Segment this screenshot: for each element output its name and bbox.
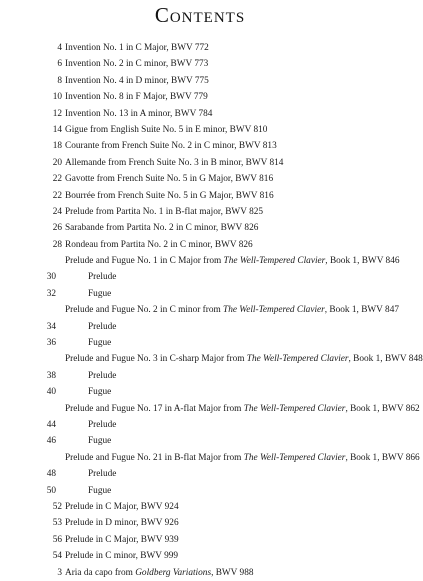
toc-entry-title — [88, 483, 111, 499]
toc-entry-title — [88, 417, 116, 433]
toc-group-heading — [0, 401, 420, 417]
toc-sub-entry — [0, 319, 400, 335]
toc-entry-title — [88, 384, 111, 400]
toc-entry — [0, 532, 400, 548]
toc-page-number: 53 — [52, 518, 62, 529]
toc-page-number: 6 — [57, 59, 62, 70]
toc-entry-title — [88, 269, 116, 285]
toc-group-heading — [0, 302, 400, 318]
toc-page-number: 3 — [57, 567, 62, 578]
toc-page-number: 48 — [46, 469, 56, 480]
toc-page-number: 44 — [46, 419, 56, 430]
toc-sub-entry — [0, 335, 400, 351]
toc-entry-title — [65, 138, 277, 154]
toc-title-suffix: , BWV 988 — [211, 567, 254, 578]
toc-title-text: Bourrée from French Suite No. 5 in G Major, BWV 816 — [65, 190, 274, 201]
toc-sub-entry — [0, 483, 400, 499]
toc-entry-title — [65, 450, 420, 466]
toc-title-text: Gavotte from French Suite No. 5 in G Major, BWV 816 — [65, 174, 274, 185]
toc-page-number: 28 — [52, 239, 62, 250]
toc-title-text: Fugue — [88, 485, 112, 496]
toc-title-text: Prelude and Fugue No. 21 in B-flat Major from — [65, 452, 244, 463]
toc-entry-title — [65, 122, 267, 138]
toc-entry-title — [65, 155, 283, 171]
toc-entry-title — [65, 302, 399, 318]
toc-entry-title — [88, 335, 111, 351]
toc-title-text: Prelude — [88, 321, 117, 332]
toc-page-number: 22 — [52, 190, 62, 201]
toc-page-number: 22 — [52, 174, 62, 185]
toc-page-number: 26 — [52, 223, 62, 234]
toc-title-text: Courante from French Suite No. 2 in C minor, BWV 813 — [65, 141, 277, 152]
toc-page-number: 50 — [46, 485, 56, 496]
toc-entry-title — [65, 73, 209, 89]
toc-title-text: Sarabande from Partita No. 2 in C minor, BWV 826 — [65, 223, 259, 234]
toc-entry — [0, 220, 400, 236]
toc-title-text: Invention No. 13 in A minor, BWV 784 — [65, 108, 213, 119]
toc-sub-entry — [0, 286, 400, 302]
toc-sub-entry — [0, 417, 400, 433]
toc-entry — [0, 237, 400, 253]
toc-group-heading — [0, 450, 420, 466]
toc-work-title: The Well-Tempered Clavier — [243, 403, 346, 414]
toc-entry-title — [65, 548, 178, 564]
toc-page-number: 4 — [57, 43, 62, 53]
toc-sub-entry — [0, 368, 400, 384]
toc-title-text: Prelude in C Major, BWV 924 — [65, 501, 179, 512]
toc-entry — [0, 499, 400, 515]
toc-title-text: Allemande from French Suite No. 3 in B minor, BWV 814 — [65, 157, 284, 168]
toc-entry — [0, 89, 400, 105]
toc-page-number: 10 — [52, 92, 62, 103]
toc-entry-title — [65, 56, 208, 72]
toc-title-text: Aria da capo from — [65, 567, 136, 578]
toc-title-text: Fugue — [88, 288, 112, 299]
toc-page-number: 40 — [46, 387, 56, 398]
toc-page-number: 36 — [46, 338, 56, 349]
toc-entry — [0, 548, 400, 564]
toc-title-text: Fugue — [88, 338, 112, 349]
toc-work-title: The Well-Tempered Clavier — [223, 305, 325, 316]
toc-page-number: 12 — [52, 108, 62, 119]
toc-page-number: 18 — [52, 141, 62, 152]
toc-page-number: 24 — [52, 206, 62, 217]
toc-entry-title — [88, 466, 116, 482]
toc-title-text: Prelude — [88, 469, 117, 480]
toc-page-number: 14 — [52, 124, 62, 135]
toc-title-suffix: , Book 1, BWV 866 — [345, 452, 420, 463]
page-title: Contents — [154, 3, 246, 27]
toc-title-text: Prelude and Fugue No. 1 in C Major from — [65, 256, 224, 267]
toc-page-number: 30 — [46, 272, 56, 283]
toc-page-number: 38 — [46, 370, 56, 381]
toc-page-number: 52 — [52, 501, 62, 512]
toc-entry — [0, 204, 400, 220]
toc-entry-title — [65, 565, 254, 581]
toc-page-number: 8 — [57, 75, 62, 86]
toc-title-text: Invention No. 4 in D minor, BWV 775 — [65, 75, 209, 86]
toc-work-title: The Well-Tempered Clavier — [246, 354, 349, 365]
toc-sub-entry — [0, 269, 400, 285]
toc-entry-title — [65, 188, 274, 204]
toc-title-suffix: , Book 1, BWV 848 — [348, 354, 423, 365]
toc-title-text: Invention No. 2 in C minor, BWV 773 — [65, 59, 209, 70]
toc-entry-title — [88, 286, 111, 302]
toc-entry — [0, 188, 400, 204]
toc-title-text: Prelude — [88, 272, 117, 283]
toc-entry-title — [65, 40, 209, 56]
toc-title-text: Fugue — [88, 387, 112, 398]
toc-title-text: Prelude and Fugue No. 17 in A-flat Major from — [65, 403, 244, 414]
toc-entry-title — [65, 220, 258, 236]
toc-title-text: Prelude in C minor, BWV 999 — [65, 551, 179, 562]
toc-title-text: Invention No. 1 in C Major, BWV 772 — [65, 43, 209, 53]
toc-title-suffix: , Book 1, BWV 846 — [325, 256, 400, 267]
toc-work-title: Goldberg Variations — [135, 567, 212, 578]
toc-page-number: 56 — [52, 534, 62, 545]
toc-title-text: Prelude and Fugue No. 3 in C-sharp Major from — [65, 354, 247, 365]
toc-entry-title — [65, 89, 208, 105]
toc-page-number: 54 — [52, 551, 62, 562]
toc-entry-title — [88, 319, 116, 335]
toc-work-title: The Well-Tempered Clavier — [243, 452, 346, 463]
toc-entry-title — [65, 106, 212, 122]
toc-entry-title — [65, 532, 179, 548]
toc-sub-entry — [0, 384, 400, 400]
toc-group-heading — [0, 351, 423, 367]
toc-title-text: Prelude in D minor, BWV 926 — [65, 518, 179, 529]
contents-list — [0, 40, 423, 581]
toc-work-title: The Well-Tempered Clavier — [223, 256, 326, 267]
toc-title-suffix: , Book 1, BWV 862 — [345, 403, 420, 414]
toc-entry — [0, 155, 400, 171]
toc-entry-title — [65, 351, 423, 367]
toc-entry-title — [65, 401, 420, 417]
toc-entry — [0, 138, 400, 154]
toc-entry-title — [65, 237, 253, 253]
toc-entry-title — [65, 253, 400, 269]
toc-title-text: Prelude in C Major, BWV 939 — [65, 534, 179, 545]
toc-title-text: Prelude and Fugue No. 2 in C minor from — [65, 305, 224, 316]
toc-entry — [0, 122, 400, 138]
toc-entry-title — [65, 204, 263, 220]
toc-entry-title — [65, 515, 179, 531]
toc-title-suffix: , Book 1, BWV 847 — [324, 305, 399, 316]
toc-title-text: Rondeau from Partita No. 2 in C minor, BWV 826 — [65, 239, 253, 250]
toc-page-number: 46 — [46, 436, 56, 447]
toc-entry-title — [65, 499, 179, 515]
toc-title-text: Fugue — [88, 436, 112, 447]
toc-entry — [0, 106, 400, 122]
toc-sub-entry — [0, 466, 400, 482]
toc-title-text: Prelude — [88, 370, 117, 381]
toc-entry-title — [65, 171, 273, 187]
toc-title-text: Prelude from Partita No. 1 in B-flat major, BWV 825 — [65, 206, 264, 217]
toc-group-heading — [0, 253, 400, 269]
toc-title-text: Invention No. 8 in F Major, BWV 779 — [65, 92, 208, 103]
toc-entry — [0, 515, 400, 531]
toc-sub-entry — [0, 433, 400, 449]
toc-entry — [0, 73, 400, 89]
toc-title-text: Prelude — [88, 419, 117, 430]
toc-entry — [0, 56, 400, 72]
toc-entry — [0, 40, 400, 56]
toc-entry-title — [88, 368, 116, 384]
toc-page-number: 20 — [52, 157, 62, 168]
toc-entry — [0, 565, 400, 581]
toc-page-number: 32 — [46, 288, 56, 299]
toc-entry-title — [88, 433, 111, 449]
toc-page-number: 34 — [46, 321, 56, 332]
toc-entry — [0, 171, 400, 187]
toc-title-text: Gigue from English Suite No. 5 in E minor, BWV 810 — [65, 124, 268, 135]
